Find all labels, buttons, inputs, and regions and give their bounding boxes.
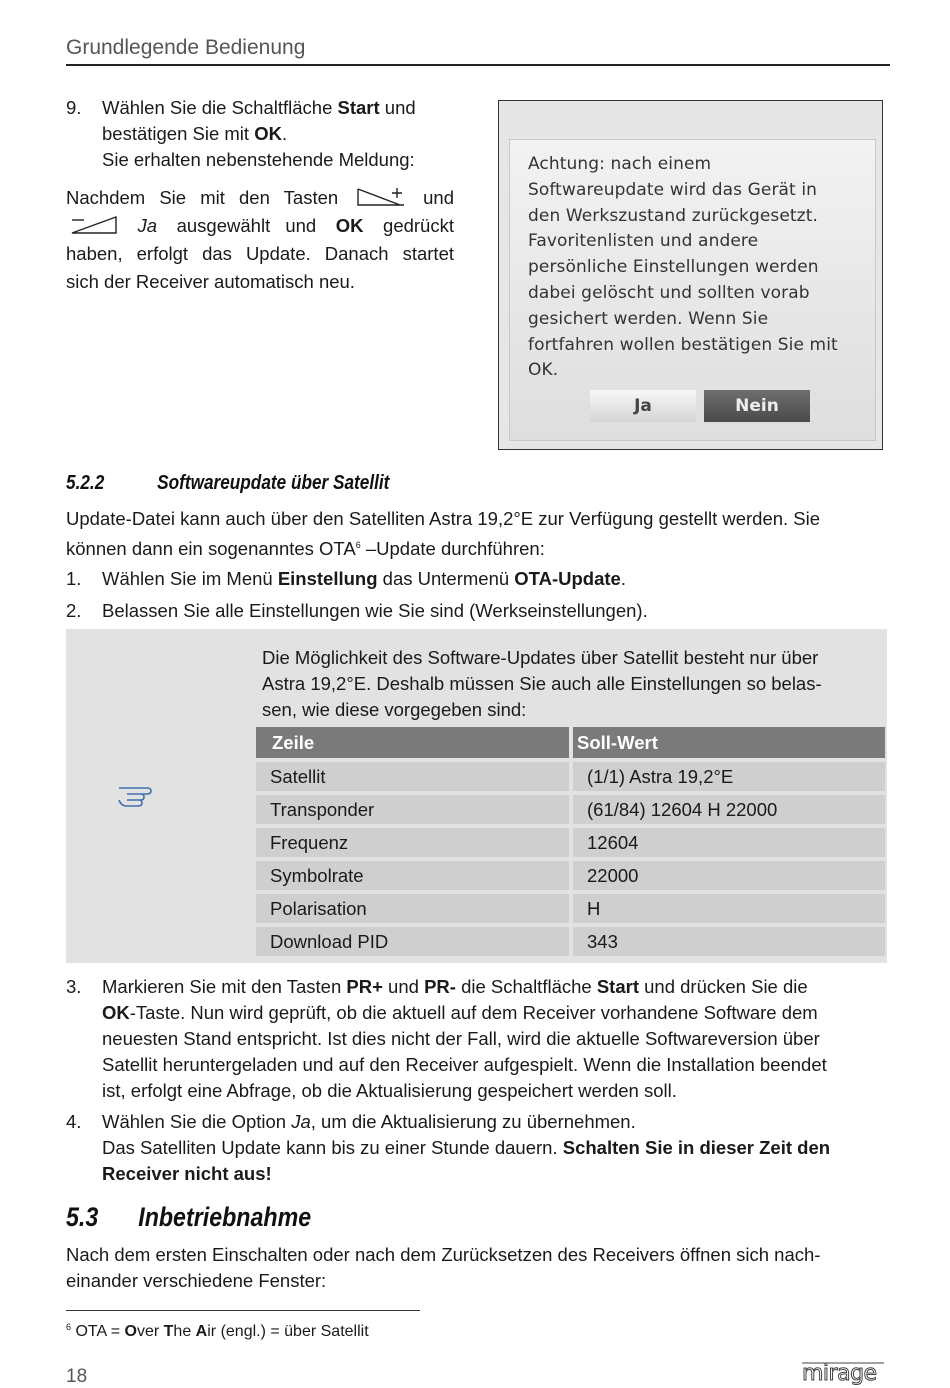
dialog-screenshot: [498, 100, 883, 450]
dialog-nein-button: Nein: [704, 390, 810, 422]
step-number: 4.: [66, 1111, 82, 1132]
running-header: Grundlegende Bedienung: [66, 36, 306, 59]
step-1: 1. Wählen Sie im Menü Einstellung das Untermenü OTA-Update.: [66, 566, 890, 592]
note-line: sen, wie diese vorgegeben sind:: [262, 699, 527, 720]
table-cell: 343: [569, 927, 885, 956]
table-cell: 12604: [569, 828, 885, 857]
table-cell: Polarisation: [256, 894, 569, 923]
step-number: 3.: [66, 976, 82, 997]
dialog-message-line: fortfahren wollen bestätigen Sie mit: [528, 334, 838, 355]
volume-minus-key-icon: [68, 215, 118, 237]
dialog-message-line: dabei gelöscht und sollten vorab: [528, 282, 810, 303]
table-cell: (61/84) 12604 H 22000: [569, 795, 885, 824]
step-2: 2. Belassen Sie alle Einstellungen wie Sie sind (Werkseinstellungen).: [66, 598, 890, 624]
step-number: 2.: [66, 600, 82, 621]
step-9-line-1: Wählen Sie die Schaltfläche Start und: [102, 97, 416, 118]
table-row: [256, 894, 885, 923]
header-rule: [66, 64, 890, 66]
table-cell: Frequenz: [256, 828, 569, 857]
section-5-2-2-intro: [66, 505, 890, 562]
dialog-panel: [509, 139, 876, 441]
table-cell: Download PID: [256, 927, 569, 956]
dialog-message-line: Favoritenlisten und andere: [528, 231, 759, 252]
dialog-message-line: gesichert werden. Wenn Sie: [528, 308, 769, 329]
step-9: [66, 95, 466, 173]
table-cell: Satellit: [256, 762, 569, 791]
mirage-logo: [800, 1360, 886, 1386]
table-row: [256, 927, 885, 956]
section-5-3-text: [66, 1242, 890, 1294]
dialog-ja-button: Ja: [590, 390, 696, 422]
table-header-cell: Soll-Wert: [569, 727, 885, 758]
step-4: 4. Wählen Sie die Option Ja, um die Aktualisierung zu übernehmen. Das Satelliten Update kann bis zu einer Stunde dauern. Schalten Sie in dieser Zeit den Receiver nicht aus!: [66, 1111, 831, 1184]
table-row: [256, 795, 885, 824]
step-number: 9.: [66, 97, 82, 118]
pointing-hand-icon: [117, 780, 153, 810]
table-header-row: [256, 727, 885, 758]
table-row: [256, 762, 885, 791]
note-line: Astra 19,2°E. Deshalb müssen Sie auch alle Einstellungen so belas-: [262, 673, 822, 694]
table-cell: (1/1) Astra 19,2°E: [569, 762, 885, 791]
step-3: 3. Markieren Sie mit den Tasten PR+ und PR- die Schaltfläche Start und drücken Sie die OK-Taste. Nun wird geprüft, ob die aktuell auf dem Receiver vorhandene Software dem neuesten Stand entspricht. Ist dies nicht der Fall, wird die aktuelle Softwareversion über Satellit heruntergeladen und auf den Receiver aufgespielt. Wenn die Installation beendet ist, erfolgt eine Abfrage, ob die Aktualisierung gespeichert werden soll.: [66, 976, 827, 1101]
table-cell: H: [569, 894, 885, 923]
page-number: 18: [66, 1366, 88, 1387]
section-heading-5-3: [66, 1202, 311, 1233]
table-row: [256, 861, 885, 890]
paragraph-line-4: sich der Receiver automatisch neu.: [66, 271, 355, 292]
update-paragraph: [66, 184, 454, 296]
table-cell: Symbolrate: [256, 861, 569, 890]
paragraph-line-2: Ja ausgewählt und OK gedrückt: [66, 212, 454, 240]
settings-table: [256, 723, 885, 960]
intro-line-2: können dann ein sogenanntes OTA$^6$ –Update durchführen:: [66, 538, 545, 560]
footnote-ref: 6: [355, 540, 361, 550]
dialog-message-line: OK.: [528, 360, 559, 381]
note-line: Die Möglichkeit des Software-Updates über Satellit besteht nur über: [262, 647, 819, 668]
text-line: Nach dem ersten Einschalten oder nach dem Zurücksetzen des Receivers öffnen sich nach-: [66, 1244, 821, 1265]
section-number: 5.2.2: [66, 472, 105, 494]
dialog-message-line: den Werkszustand zurückgesetzt.: [528, 205, 818, 226]
step-9-line-2: bestätigen Sie mit OK.: [102, 123, 288, 144]
step-9-line-3: Sie erhalten nebenstehende Meldung:: [102, 149, 415, 170]
table-cell: 22000: [569, 861, 885, 890]
section-heading-5-2-2: [66, 472, 389, 495]
footnote-rule: [66, 1310, 420, 1311]
footnote: $^6$ OTA = Over The Air (engl.) = über Satellit: [66, 1322, 369, 1340]
table-header-cell: Zeile: [256, 727, 569, 758]
section-title: Inbetriebnahme: [138, 1202, 312, 1232]
svg-text:mirage: mirage: [802, 1361, 877, 1386]
dialog-message-line: persönliche Einstellungen werden: [528, 257, 819, 278]
intro-line-1: Update-Datei kann auch über den Satelliten Astra 19,2°E zur Verfügung gestellt werden. Sie: [66, 508, 821, 529]
note-text: [262, 645, 882, 723]
volume-plus-key-icon: [356, 187, 406, 209]
paragraph-line-1: Nachdem Sie mit den Tasten und: [66, 187, 454, 208]
dialog-message-line: Achtung: nach einem: [528, 154, 712, 174]
section-number: 5.3: [66, 1202, 99, 1232]
table-row: [256, 828, 885, 857]
text-line: einander verschiedene Fenster:: [66, 1270, 327, 1291]
section-title: Softwareupdate über Satellit: [157, 472, 390, 494]
dialog-message: [528, 152, 868, 384]
dialog-message-line: Softwareupdate wird das Gerät in: [528, 179, 818, 200]
step-number: 1.: [66, 568, 82, 589]
paragraph-line-3: haben, erfolgt das Update. Danach startet: [66, 243, 454, 264]
table-cell: Transponder: [256, 795, 569, 824]
